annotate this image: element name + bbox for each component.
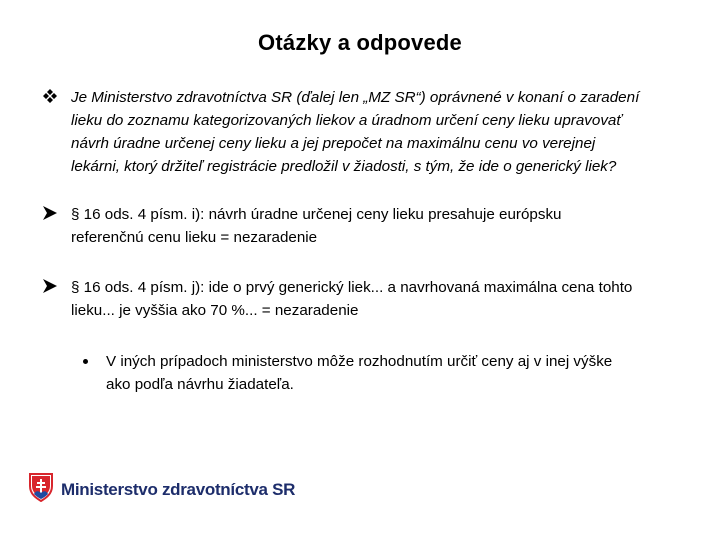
arrow-bullet-icon [42, 278, 58, 299]
subpoint-text: V iných prípadoch ministerstvo môže rozhodnutím určiť ceny aj v inej výške ako podľa návrhu žiadateľa. [106, 353, 613, 393]
slovak-coat-of-arms-icon [28, 472, 54, 507]
point-text: § 16 ods. 4 písm. i): návrh úradne určenej ceny lieku presahuje európsku referenčnú cenu lieku = nezaradenie [71, 206, 562, 246]
logo-text: Ministerstvo zdravotníctva SR [61, 479, 296, 499]
ministry-logo [28, 472, 295, 507]
point-text: § 16 ods. 4 písm. j): ide o prvý generický liek... a navrhovaná maximálna cena tohto lieku... je vyššia ako 70 %... = nezaradenie [71, 279, 633, 319]
point-item [42, 276, 692, 322]
arrow-bullet-icon [42, 205, 58, 226]
slide-title: Otázky a odpovede [258, 30, 462, 55]
dot-bullet-icon [83, 359, 88, 364]
question-item [42, 86, 692, 178]
diamond-bullet-icon [42, 88, 58, 109]
question-text: Je Ministerstvo zdravotníctva SR (ďalej len „MZ SR“) oprávnené v konaní o zaradení lieku do zoznamu kategorizovaných liekov a úradnom určení ceny lieku upravovať návrh úradne určenej ceny lieku a jej prepočet na maximálnu cenu vo verejnej lekárni, ktorý držiteľ registrácie predložil v žiadosti, s tým, že ide o generický liek? [71, 89, 640, 175]
point-item [42, 203, 692, 249]
subpoint-item [80, 350, 680, 396]
